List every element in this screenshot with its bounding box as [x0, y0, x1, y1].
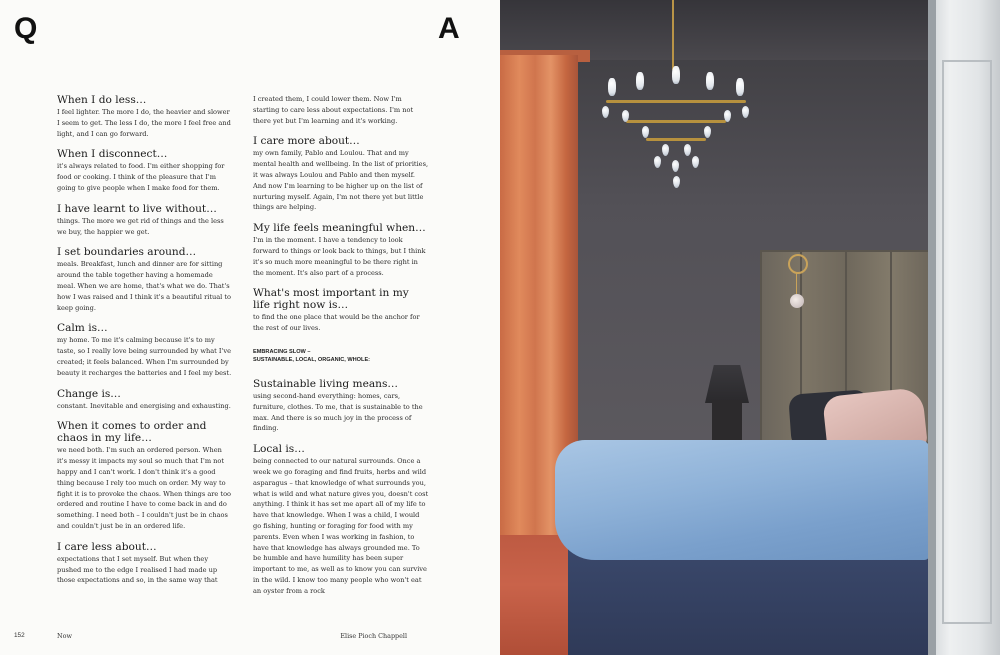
answer-text: meals. Breakfast, lunch and dinner are for sitting around the table together having a homemade meal. When we are home, that's what we do. That's how I was raised and I think it's a beautiful ritual to keep going. — [57, 260, 231, 312]
crystal-candle — [706, 72, 714, 90]
wall-lamp-ring — [788, 254, 808, 274]
qa-column-2 — [253, 94, 429, 343]
question-text: What's most important in my life right now is… — [253, 287, 409, 312]
chandelier-arm — [606, 100, 746, 103]
qa-item — [253, 287, 429, 334]
qa-section-embracing-slow — [253, 348, 429, 606]
qa-item — [57, 388, 233, 412]
question-text: When it comes to order and chaos in my life… — [57, 420, 207, 445]
qa-item — [57, 94, 233, 139]
qa-item — [253, 94, 429, 126]
question-marker: Q — [14, 12, 38, 45]
section-heading: EMBRACING SLOW – SUSTAINABLE, LOCAL, ORGANIC, WHOLE: — [253, 349, 371, 363]
question-text: When I disconnect… — [57, 148, 168, 161]
answer-text: I created them, I could lower them. Now I'm starting to care less about expectations. I'm not there yet but I'm learning and it's working. — [253, 95, 414, 125]
wall-lamp-cord — [796, 272, 797, 294]
qa-item — [253, 135, 429, 213]
photo-credit: Elise Pioch Chappell — [340, 632, 407, 640]
crystal-candle — [608, 78, 616, 96]
crystal-drop — [673, 176, 680, 188]
crystal-drop — [654, 156, 661, 168]
crystal-candle — [636, 72, 644, 90]
answer-text: constant. Inevitable and energising and exhausting. — [57, 401, 231, 410]
door-panel — [942, 60, 992, 624]
question-text: I have learnt to live without… — [57, 202, 217, 215]
section-name: Now — [57, 632, 72, 640]
answer-text: I feel lighter. The more I do, the heavier and slower I seem to get. The less I do, the more I feel free and light, and I can go forward. — [57, 108, 231, 138]
qa-item — [253, 378, 429, 434]
answer-text: my home. To me it's calming because it's to my taste, so I really love being surrounded by what I've created; it feels balanced. When I'm surrounded by beauty it recharges the batteries and I feel my best. — [57, 336, 232, 377]
question-text: Local is… — [253, 443, 305, 456]
blue-bedspread — [555, 440, 930, 560]
question-text: I care less about… — [57, 540, 157, 553]
crystal-candle — [672, 66, 680, 84]
qa-item — [253, 443, 429, 596]
crystal-candle — [736, 78, 744, 96]
qa-column-1 — [57, 94, 233, 595]
crystal-drop — [724, 110, 731, 122]
crystal-drop — [602, 106, 609, 118]
answer-text: I'm in the moment. I have a tendency to look forward to things or look back to things, but I think it's so much more meaningful to be there right in the moment. It's also part of a process. — [253, 236, 426, 277]
answer-text: things. The more we get rid of things and the less we buy, the happier we get. — [57, 216, 224, 236]
bedroom-photo — [500, 0, 1000, 655]
crystal-drop — [662, 144, 669, 156]
crystal-chandelier — [596, 60, 756, 190]
page-number: 152 — [14, 632, 25, 639]
qa-item — [57, 541, 233, 586]
chandelier-arm — [646, 138, 706, 141]
question-text: Calm is… — [57, 322, 108, 335]
question-text: My life feels meaningful when… — [253, 222, 426, 235]
qa-item — [57, 420, 233, 531]
question-text: I care more about… — [253, 135, 360, 148]
question-text: I set boundaries around… — [57, 246, 197, 259]
answer-text: it's always related to food. I'm either shopping for food or cooking. I think of the pleasure that I'm going to give people when I make food for them. — [57, 162, 225, 192]
answer-text: expectations that I set myself. But when they pushed me to the edge I realised I had made up those expectations and so, in the same way that — [57, 554, 218, 585]
question-text: Change is… — [57, 387, 121, 400]
answer-text: my own family, Pablo and Loulou. That and my mental health and wellbeing. In the list of priorities, it was always Loulou and Pablo and then myself. And now I'm learning to be higher up on the list of nurturing myself. Again, I'm not there yet but little things are helping. — [253, 149, 429, 212]
answer-text: we need both. I'm such an ordered person. When it's messy it impacts my soul so much that I'm not happy and I can't work. I don't think it's a good thing because I rely too much on order. My way to fight it is to provoke the chaos. When things are too ordered and routine I have to come back in and do something. I need both – I couldn't just be in chaos and couldn't just be in an ordered life. — [57, 446, 232, 530]
qa-item — [57, 148, 233, 193]
answer-marker: A — [438, 12, 460, 45]
crystal-drop — [642, 126, 649, 138]
qa-item — [57, 246, 233, 313]
answer-text: being connected to our natural surrounds. Once a week we go foraging and find fruits, herbs and wild asparagus – that knowledge of what surrounds you, what is wild and what nature gives you, doesn't cost anything. I think it has set me apart all of my life to have that knowledge. When I was a child, I would go fishing, hunting or foraging for food with my parents. Even when I was working in fashion, to have that knowledge has always grounded me. To be humble and have humility has been super important to me, as well as to know you can survive in the wild. I know too many people who won't eat an oyster from a rock — [253, 457, 429, 595]
crystal-drop — [684, 144, 691, 156]
answer-text: using second-hand everything: homes, cars, furniture, clothes. To me, that is sustainable to the max. And there is so much joy in the process of finding. — [253, 392, 423, 433]
question-text: Sustainable living means… — [253, 378, 399, 390]
side-table — [712, 400, 742, 445]
crystal-drop — [704, 126, 711, 138]
crystal-drop — [742, 106, 749, 118]
qa-item — [57, 322, 233, 378]
qa-item — [57, 203, 233, 238]
question-text: When I do less… — [57, 94, 147, 106]
wall-lamp-globe — [790, 294, 804, 308]
door-edge — [928, 0, 936, 655]
chandelier-arm — [626, 120, 726, 123]
crystal-drop — [672, 160, 679, 172]
answer-text: to find the one place that would be the anchor for the rest of our lives. — [253, 313, 420, 333]
crystal-drop — [692, 156, 699, 168]
qa-item — [253, 222, 429, 278]
